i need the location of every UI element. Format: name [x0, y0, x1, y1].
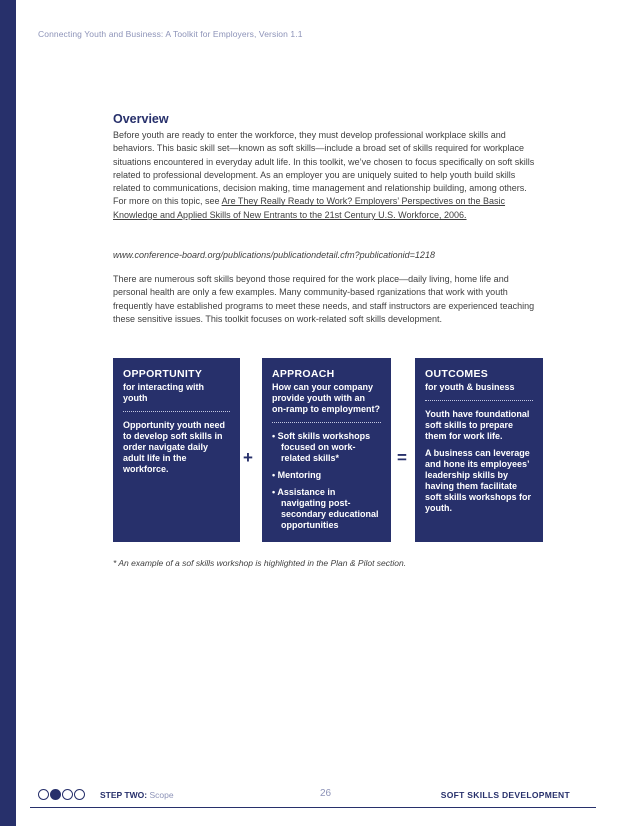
footer-rule	[30, 807, 596, 808]
approach-box	[262, 358, 391, 542]
current-step-circle-icon	[50, 789, 61, 800]
outcomes-box	[415, 358, 543, 542]
section-name: SOFT SKILLS DEVELOPMENT	[440, 790, 570, 800]
list-item: • Assistance in navigating post-secondary educational opportunities	[272, 487, 379, 530]
section-title: Overview	[113, 112, 169, 126]
overview-text: Before youth are ready to enter the workforce, they must develop professional workplace skills and behaviors. This basic skill set—known as soft skills—include a broad set of skills required for workplace situations encountered in everyday adult life. In this toolkit, we’ve chosen to focus specifically on soft skills related to professional development. As an employer you are uniquely suited to help youth build skills related to communications, decision making, time management and relationship building, among others. For more on this topic, see	[113, 130, 535, 207]
step-circle-icon	[62, 789, 73, 800]
opportunity-body: Opportunity youth need to develop soft skills in order navigate daily adult life in the workforce.	[123, 420, 225, 474]
outcomes-title: OUTCOMES	[425, 368, 489, 380]
step-circle-icon	[38, 789, 49, 800]
step-circle-icon	[74, 789, 85, 800]
opportunity-box	[113, 358, 240, 542]
report-link[interactable]: Are They Really Ready to Work? Employers’ Perspectives on the Basic Knowledge and Applied Skills of New Entrants to the 21st Century U.S. Workforce, 2006.	[113, 196, 506, 220]
approach-list	[272, 431, 381, 531]
list-item: • Soft skills workshops focused on work-related skills*	[272, 431, 371, 463]
approach-subtitle: How can your company provide youth with an on-ramp to employment?	[272, 382, 381, 414]
step-progress-indicator	[38, 789, 85, 800]
equals-sign: =	[397, 448, 407, 467]
dotted-divider	[123, 411, 230, 412]
dotted-divider	[272, 422, 381, 423]
step-name: Scope	[149, 790, 174, 800]
overview-paragraph	[113, 129, 541, 222]
dotted-divider	[425, 400, 533, 401]
outcomes-paragraph: A business can leverage and hone its employees’ leadership skills by having them facilitate soft skills workshops for youth.	[425, 448, 532, 513]
outcomes-paragraph: Youth have foundational soft skills to prepare them for work life.	[425, 409, 530, 441]
step-number: STEP TWO:	[100, 790, 148, 800]
community-paragraph: There are numerous soft skills beyond those required for the work place—daily living, home life and personal health are only a few examples. Many community-based rganizations that work with youth frequently have established programs to meet these needs, and staff instructors are experienced teaching these sensitive issues. This toolkit focuses on work-related soft skills development.	[113, 274, 535, 324]
running-header: Connecting Youth and Business: A Toolkit for Employers, Version 1.1	[38, 29, 303, 39]
step-label	[100, 790, 174, 800]
approach-title: APPROACH	[272, 368, 335, 380]
plus-sign: +	[243, 448, 253, 467]
left-accent-bar	[0, 0, 16, 826]
opportunity-title: OPPORTUNITY	[123, 368, 203, 380]
reference-url[interactable]: www.conference-board.org/publications/publicationdetail.cfm?publicationid=1218	[113, 250, 435, 260]
outcomes-subtitle: for youth & business	[425, 382, 515, 392]
page-number: 26	[320, 788, 332, 799]
outcomes-body	[425, 409, 533, 514]
list-item: • Mentoring	[272, 470, 322, 480]
footnote: * An example of a sof skills workshop is highlighted in the Plan & Pilot section.	[113, 558, 407, 568]
opportunity-subtitle: for interacting with youth	[123, 382, 204, 403]
